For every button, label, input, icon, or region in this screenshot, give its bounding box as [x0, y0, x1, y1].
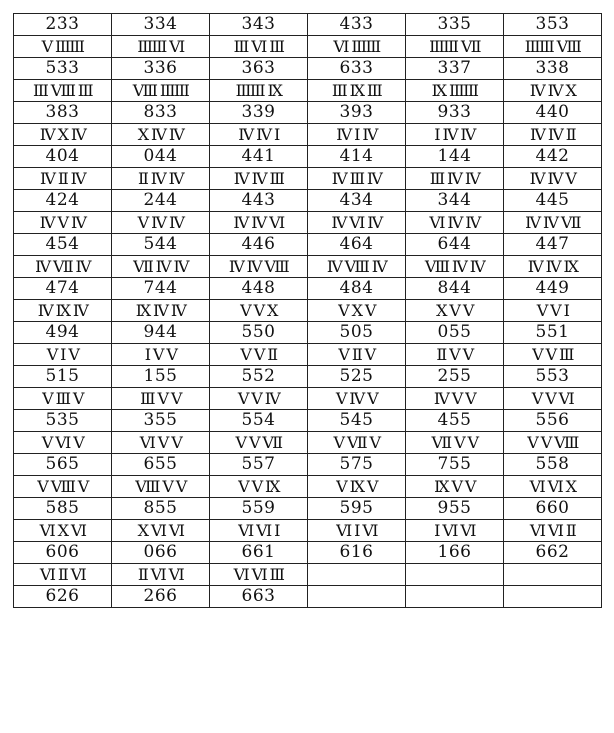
table-cell: Ⅵ Ⅵ Ⅱ: [504, 520, 602, 542]
table-cell: 525: [308, 366, 406, 388]
table-cell: IIIIII Ⅸ: [210, 80, 308, 102]
number-row: [14, 146, 602, 168]
table-cell: 644: [406, 234, 504, 256]
table-cell: Ⅵ IIIIII: [308, 36, 406, 58]
table-cell: Ⅵ Ⅰ Ⅵ: [308, 520, 406, 542]
roman-numeral-row: [14, 432, 602, 454]
table-cell: 044: [112, 146, 210, 168]
table-cell: Ⅵ Ⅳ Ⅳ: [406, 212, 504, 234]
table-cell: 233: [14, 14, 112, 36]
roman-numeral-row: [14, 344, 602, 366]
table-cell: 266: [112, 586, 210, 608]
roman-numeral-row: [14, 36, 602, 58]
table-cell: Ⅰ Ⅴ Ⅴ: [112, 344, 210, 366]
number-row: [14, 454, 602, 476]
table-cell: 449: [504, 278, 602, 300]
table-cell: 494: [14, 322, 112, 344]
table-cell: Ⅸ Ⅳ Ⅳ: [112, 300, 210, 322]
number-row: [14, 234, 602, 256]
table-cell: Ⅱ Ⅳ Ⅳ: [112, 168, 210, 190]
roman-numeral-row: [14, 300, 602, 322]
table-cell: 744: [112, 278, 210, 300]
table-cell: Ⅸ IIIIII: [406, 80, 504, 102]
table-cell: 535: [14, 410, 112, 432]
table-cell: 557: [210, 454, 308, 476]
table-cell: 336: [112, 58, 210, 80]
table-cell: Ⅳ Ⅳ Ⅱ: [504, 124, 602, 146]
table-cell: [504, 586, 602, 608]
table-cell: Ⅴ Ⅴ Ⅷ: [504, 432, 602, 454]
table-cell: Ⅳ Ⅳ Ⅵ: [210, 212, 308, 234]
table-cell: III Ⅵ III: [210, 36, 308, 58]
table-cell: Ⅴ Ⅴ Ⅵ: [504, 388, 602, 410]
table-cell: Ⅴ Ⅴ Ⅸ: [210, 476, 308, 498]
table-cell: 334: [112, 14, 210, 36]
table-cell: Ⅴ Ⅴ Ⅹ: [210, 300, 308, 322]
table-cell: 055: [406, 322, 504, 344]
table-cell: Ⅰ Ⅳ Ⅳ: [406, 124, 504, 146]
table-cell: Ⅳ Ⅳ Ⅰ: [210, 124, 308, 146]
table-cell: Ⅵ Ⅵ Ⅹ: [504, 476, 602, 498]
table-cell: 445: [504, 190, 602, 212]
number-row: [14, 498, 602, 520]
table-cell: Ⅳ Ⅴ Ⅳ: [14, 212, 112, 234]
table-cell: Ⅳ Ⅶ Ⅳ: [14, 256, 112, 278]
table-cell: Ⅰ Ⅵ Ⅵ: [406, 520, 504, 542]
table-cell: 585: [14, 498, 112, 520]
table-cell: 414: [308, 146, 406, 168]
table-cell: 404: [14, 146, 112, 168]
number-row: [14, 322, 602, 344]
table-cell: Ⅳ Ⅹ Ⅳ: [14, 124, 112, 146]
table-cell: 833: [112, 102, 210, 124]
table-cell: Ⅴ Ⅴ Ⅶ: [210, 432, 308, 454]
table-cell: Ⅵ Ⅹ Ⅵ: [14, 520, 112, 542]
number-row: [14, 278, 602, 300]
table-cell: Ⅴ Ⅱ Ⅴ: [308, 344, 406, 366]
table-cell: [308, 564, 406, 586]
number-row: [14, 14, 602, 36]
table-cell: [406, 564, 504, 586]
table-cell: Ⅳ Ⅷ Ⅳ: [308, 256, 406, 278]
table-cell: 454: [14, 234, 112, 256]
table-cell: 565: [14, 454, 112, 476]
table-cell: Ⅳ Ⅴ Ⅴ: [406, 388, 504, 410]
table-cell: [504, 564, 602, 586]
table-cell: Ⅴ IIIIII: [14, 36, 112, 58]
table-cell: 955: [406, 498, 504, 520]
table-cell: 550: [210, 322, 308, 344]
table-cell: 337: [406, 58, 504, 80]
roman-numeral-row: [14, 564, 602, 586]
roman-numeral-row: [14, 476, 602, 498]
table-cell: Ⅴ Ⅴ Ⅳ: [210, 388, 308, 410]
table-cell: 339: [210, 102, 308, 124]
table-cell: 655: [112, 454, 210, 476]
table-cell: 434: [308, 190, 406, 212]
table-cell: Ⅴ Ⅰ Ⅴ: [14, 344, 112, 366]
table-cell: 663: [210, 586, 308, 608]
table-cell: Ⅶ Ⅳ Ⅳ: [112, 256, 210, 278]
table-cell: Ⅶ Ⅴ Ⅴ: [406, 432, 504, 454]
table-cell: Ⅲ Ⅴ Ⅴ: [112, 388, 210, 410]
table-cell: 551: [504, 322, 602, 344]
number-row: [14, 58, 602, 80]
table-cell: 545: [308, 410, 406, 432]
table-cell: [308, 586, 406, 608]
table-cell: Ⅷ Ⅴ Ⅴ: [112, 476, 210, 498]
table-cell: 558: [504, 454, 602, 476]
table-cell: 660: [504, 498, 602, 520]
table-cell: 144: [406, 146, 504, 168]
table-cell: 595: [308, 498, 406, 520]
table-cell: 533: [14, 58, 112, 80]
number-row: [14, 190, 602, 212]
table-cell: IIIIII Ⅵ: [112, 36, 210, 58]
roman-numeral-row: [14, 388, 602, 410]
table-cell: 166: [406, 542, 504, 564]
table-cell: Ⅳ Ⅳ Ⅹ: [504, 80, 602, 102]
table-cell: 552: [210, 366, 308, 388]
table-cell: 933: [406, 102, 504, 124]
table-cell: Ⅴ Ⅳ Ⅳ: [112, 212, 210, 234]
table-cell: 448: [210, 278, 308, 300]
table-cell: 344: [406, 190, 504, 212]
table-cell: Ⅳ Ⅵ Ⅳ: [308, 212, 406, 234]
table-cell: 393: [308, 102, 406, 124]
number-row: [14, 586, 602, 608]
number-grid-table: [13, 13, 602, 608]
roman-numeral-row: [14, 80, 602, 102]
table-cell: Ⅴ Ⅴ Ⅰ: [504, 300, 602, 322]
table-cell: 441: [210, 146, 308, 168]
table-cell: Ⅴ Ⅸ Ⅴ: [308, 476, 406, 498]
table-cell: 575: [308, 454, 406, 476]
table-cell: IIIIII Ⅷ: [504, 36, 602, 58]
roman-numeral-row: [14, 520, 602, 542]
table-cell: 515: [14, 366, 112, 388]
table-cell: 446: [210, 234, 308, 256]
table-cell: Ⅳ Ⅰ Ⅳ: [308, 124, 406, 146]
roman-numeral-row: [14, 256, 602, 278]
table-cell: Ⅲ Ⅳ Ⅳ: [406, 168, 504, 190]
roman-numeral-row: [14, 168, 602, 190]
table-cell: 335: [406, 14, 504, 36]
table-cell: Ⅵ Ⅵ Ⅲ: [210, 564, 308, 586]
table-cell: 066: [112, 542, 210, 564]
table-cell: Ⅴ Ⅵ Ⅴ: [14, 432, 112, 454]
table-cell: 155: [112, 366, 210, 388]
table-cell: Ⅷ Ⅳ Ⅳ: [406, 256, 504, 278]
table-cell: Ⅴ Ⅴ Ⅲ: [504, 344, 602, 366]
table-cell: Ⅴ Ⅲ Ⅴ: [14, 388, 112, 410]
table-cell: Ⅱ Ⅴ Ⅴ: [406, 344, 504, 366]
table-cell: 464: [308, 234, 406, 256]
table-cell: 424: [14, 190, 112, 212]
roman-numeral-row: [14, 212, 602, 234]
table-cell: Ⅱ Ⅵ Ⅵ: [112, 564, 210, 586]
table-cell: 616: [308, 542, 406, 564]
table-cell: Ⅳ Ⅳ Ⅶ: [504, 212, 602, 234]
table-cell: Ⅳ Ⅳ Ⅲ: [210, 168, 308, 190]
table-cell: 661: [210, 542, 308, 564]
number-grid-body: [14, 14, 602, 608]
table-cell: 944: [112, 322, 210, 344]
table-cell: Ⅳ Ⅲ Ⅳ: [308, 168, 406, 190]
table-cell: 606: [14, 542, 112, 564]
table-cell: Ⅵ Ⅵ Ⅰ: [210, 520, 308, 542]
table-cell: Ⅳ Ⅳ Ⅷ: [210, 256, 308, 278]
table-cell: 442: [504, 146, 602, 168]
table-cell: 474: [14, 278, 112, 300]
table-cell: 244: [112, 190, 210, 212]
table-cell: 440: [504, 102, 602, 124]
table-cell: 255: [406, 366, 504, 388]
table-cell: 443: [210, 190, 308, 212]
table-cell: 556: [504, 410, 602, 432]
table-cell: Ⅳ Ⅳ Ⅸ: [504, 256, 602, 278]
table-cell: Ⅴ Ⅳ Ⅴ: [308, 388, 406, 410]
table-cell: Ⅳ Ⅸ Ⅳ: [14, 300, 112, 322]
table-cell: Ⅸ Ⅴ Ⅴ: [406, 476, 504, 498]
table-cell: 554: [210, 410, 308, 432]
table-cell: 505: [308, 322, 406, 344]
table-cell: 755: [406, 454, 504, 476]
table-cell: 626: [14, 586, 112, 608]
table-cell: Ⅳ Ⅳ Ⅴ: [504, 168, 602, 190]
table-cell: Ⅵ Ⅴ Ⅴ: [112, 432, 210, 454]
roman-numeral-row: [14, 124, 602, 146]
table-cell: [406, 586, 504, 608]
table-cell: Ⅵ Ⅱ Ⅵ: [14, 564, 112, 586]
table-cell: 363: [210, 58, 308, 80]
number-row: [14, 542, 602, 564]
table-cell: Ⅴ Ⅹ Ⅴ: [308, 300, 406, 322]
table-cell: 383: [14, 102, 112, 124]
number-row: [14, 366, 602, 388]
table-cell: 338: [504, 58, 602, 80]
table-cell: 553: [504, 366, 602, 388]
table-cell: Ⅴ Ⅷ Ⅴ: [14, 476, 112, 498]
table-cell: Ⅹ Ⅴ Ⅴ: [406, 300, 504, 322]
table-cell: Ⅷ IIIIII: [112, 80, 210, 102]
table-cell: 544: [112, 234, 210, 256]
table-cell: Ⅴ Ⅴ Ⅱ: [210, 344, 308, 366]
table-cell: 855: [112, 498, 210, 520]
table-cell: 484: [308, 278, 406, 300]
table-cell: III Ⅷ III: [14, 80, 112, 102]
table-cell: Ⅴ Ⅶ Ⅴ: [308, 432, 406, 454]
table-cell: 447: [504, 234, 602, 256]
table-cell: 662: [504, 542, 602, 564]
table-cell: Ⅹ Ⅳ Ⅳ: [112, 124, 210, 146]
number-row: [14, 410, 602, 432]
table-cell: 353: [504, 14, 602, 36]
number-row: [14, 102, 602, 124]
table-cell: Ⅳ Ⅱ Ⅳ: [14, 168, 112, 190]
table-cell: 433: [308, 14, 406, 36]
table-cell: 455: [406, 410, 504, 432]
table-cell: 633: [308, 58, 406, 80]
table-cell: 844: [406, 278, 504, 300]
table-cell: IIIIII Ⅶ: [406, 36, 504, 58]
table-cell: 343: [210, 14, 308, 36]
table-cell: 559: [210, 498, 308, 520]
table-cell: III Ⅸ III: [308, 80, 406, 102]
table-cell: Ⅹ Ⅵ Ⅵ: [112, 520, 210, 542]
table-cell: 355: [112, 410, 210, 432]
